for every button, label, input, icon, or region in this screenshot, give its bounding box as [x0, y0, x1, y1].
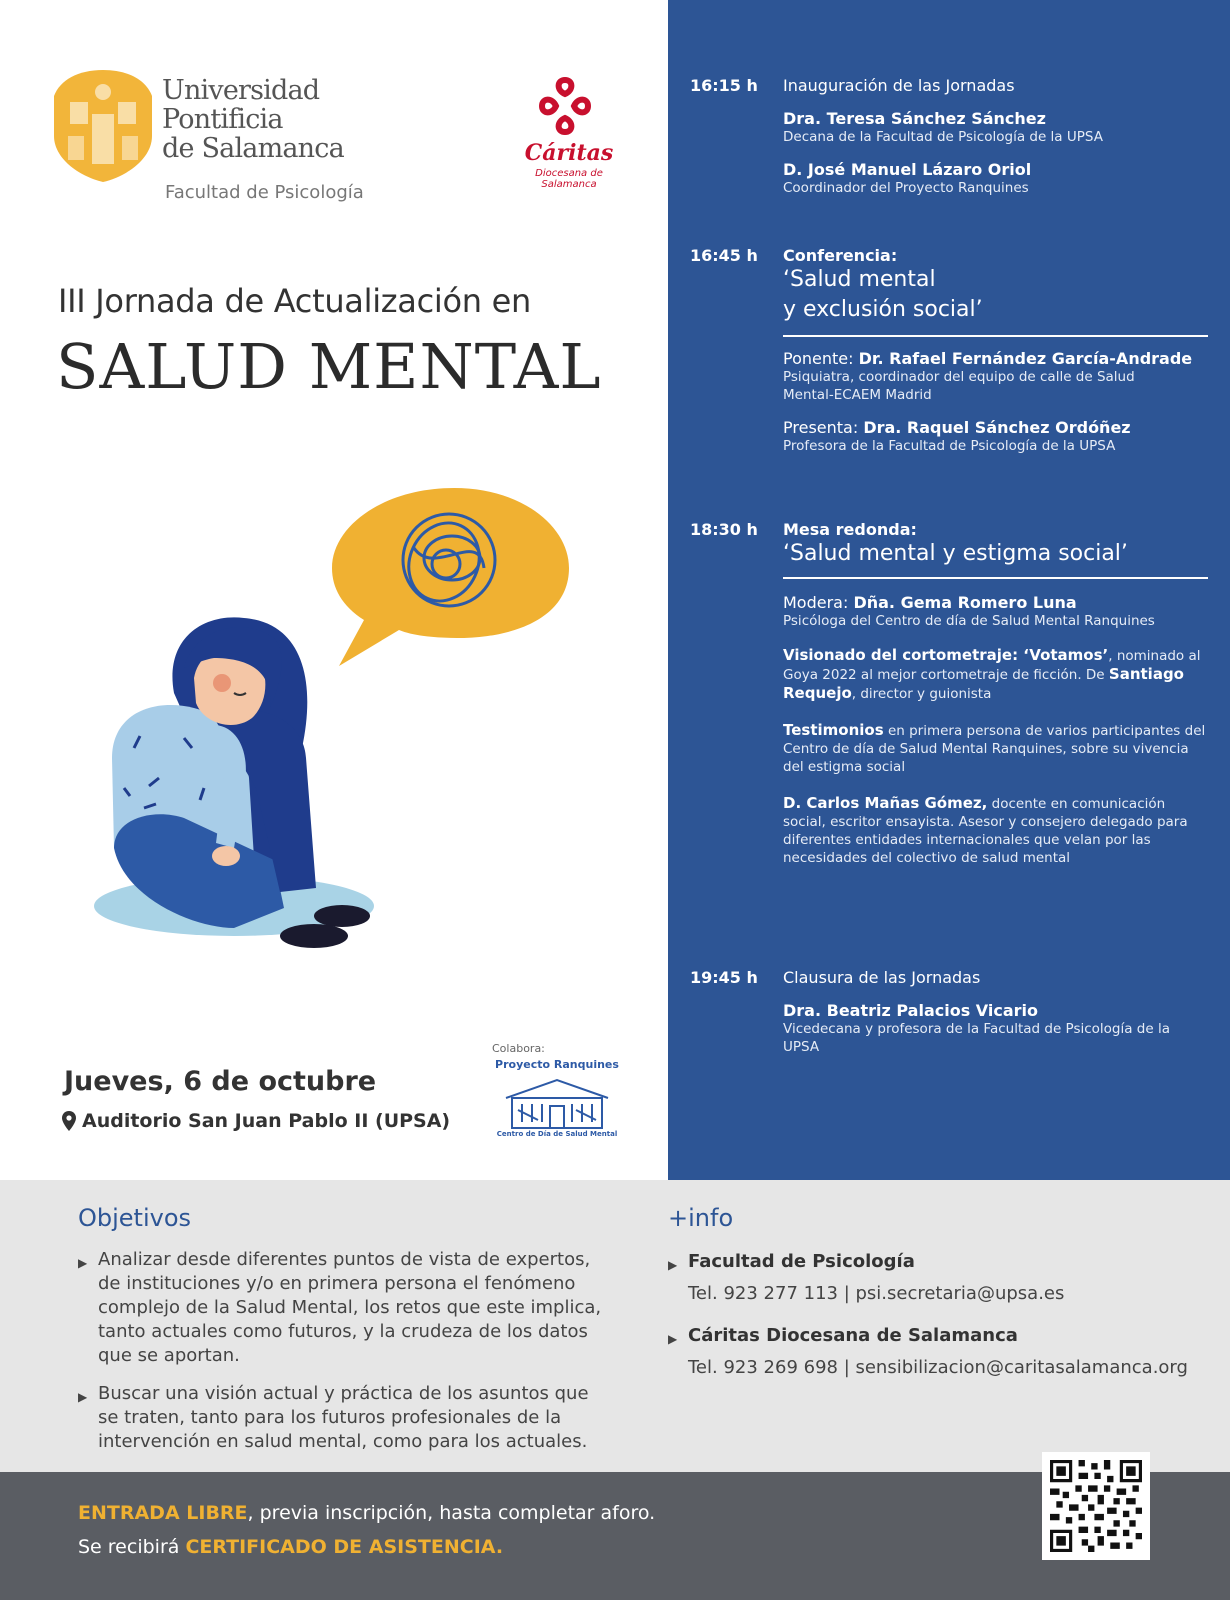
list-item — [78, 1382, 608, 1454]
ponente-name: Dr. Rafael Fernández García-Andrade — [858, 349, 1193, 368]
footer-line1 — [78, 1502, 655, 1524]
upsa-line1: Universidad — [162, 75, 320, 106]
carlos-paragraph — [783, 794, 1208, 867]
program-panel — [668, 0, 1230, 1180]
info-band — [0, 1180, 1230, 1472]
info-contact[interactable]: Tel. 923 277 113 | psi.secretaria@upsa.es — [688, 1283, 1065, 1304]
list-item — [78, 1248, 608, 1368]
block-title: ‘Salud mental y estigma social’ — [783, 541, 1128, 566]
info-org: Facultad de Psicología — [688, 1251, 915, 1272]
testimonios-text: en primera persona de varios participantes del Centro de día de Salud Mental Ranquines, sobre su vivencia del estigma social — [783, 723, 1206, 775]
visionado-text: , nominado al Goya 2022 al mejor cortometraje de ficción. De — [783, 648, 1201, 683]
bullet-arrow-icon: ▶ — [78, 1256, 88, 1270]
caritas-name: Cáritas — [524, 140, 614, 166]
upsa-faculty: Facultad de Psicología — [165, 182, 364, 203]
certificado: CERTIFICADO DE ASISTENCIA. — [185, 1536, 504, 1558]
sad-woman-illustration — [84, 488, 584, 988]
block-time: 16:45 h — [690, 246, 758, 265]
bullet-arrow-icon: ▶ — [668, 1332, 678, 1346]
divider — [783, 577, 1208, 579]
upsa-line3: de Salamanca — [162, 133, 344, 164]
ponente-role2: Mental-ECAEM Madrid — [783, 387, 932, 403]
ponente-role1: Psiquiatra, coordinador del equipo de calle de Salud — [783, 369, 1135, 385]
event-date: Jueves, 6 de octubre — [64, 1066, 377, 1097]
testimonios-bold: Testimonios — [783, 721, 884, 739]
modera-label: Modera: — [783, 593, 854, 612]
testimonios-paragraph — [783, 721, 1208, 776]
speaker-role: Coordinador del Proyecto Ranquines — [783, 180, 1029, 196]
presenta-label: Presenta: — [783, 418, 864, 437]
caritas-sub1: Diocesana de — [535, 168, 603, 179]
visionado-bold: Visionado del cortometraje: ‘Votamos’ — [783, 646, 1109, 664]
divider — [783, 335, 1208, 337]
ponente-label: Ponente: — [783, 349, 859, 368]
colabora-label: Colabora: — [492, 1042, 545, 1055]
block-time: 19:45 h — [690, 968, 758, 987]
block-content — [783, 520, 1208, 867]
entrada-libre: ENTRADA LIBRE — [78, 1502, 248, 1524]
visionado-text2: , director y guionista — [851, 686, 992, 702]
bullet-arrow-icon: ▶ — [668, 1258, 678, 1272]
modera-role: Psicóloga del Centro de día de Salud Mental Ranquines — [783, 613, 1155, 629]
caritas-sub2: Salamanca — [541, 179, 597, 190]
modera-name: Dña. Gema Romero Luna — [853, 593, 1077, 612]
presenta-name: Dra. Raquel Sánchez Ordóñez — [863, 418, 1131, 437]
upsa-name — [162, 76, 344, 163]
caritas-cross-logo — [538, 76, 592, 136]
block-content — [783, 76, 1208, 197]
block-content — [783, 246, 1208, 455]
block-label: Conferencia: — [783, 246, 898, 265]
visionado-director: Santiago Requejo — [783, 665, 1184, 702]
objetivo-text: Buscar una visión actual y práctica de los asuntos que se traten, tanto para los futuros profesionales de la intervención en salud mental, como para los actuales. — [98, 1383, 589, 1452]
block-title: Clausura de las Jornadas — [783, 968, 981, 987]
modera-line — [783, 593, 1208, 612]
info-list — [668, 1250, 1208, 1398]
visionado-paragraph — [783, 646, 1208, 703]
list-item — [668, 1324, 1208, 1380]
speaker-name: D. José Manuel Lázaro Oriol — [783, 160, 1032, 179]
carlos-bold: D. Carlos Mañas Gómez, — [783, 794, 988, 812]
footer-line2 — [78, 1536, 503, 1558]
upsa-line2: Pontificia — [162, 104, 283, 135]
event-venue — [62, 1110, 450, 1132]
block-label: Mesa redonda: — [783, 520, 917, 539]
ponente-line — [783, 349, 1208, 368]
upsa-crest-logo — [48, 66, 158, 184]
presenta-role: Profesora de la Facultad de Psicología de la UPSA — [783, 438, 1116, 454]
location-pin-icon — [62, 1111, 76, 1131]
speaker-name: Dra. Beatriz Palacios Vicario — [783, 1001, 1039, 1020]
list-item — [668, 1250, 1208, 1306]
speaker-role: Decana de la Facultad de Psicología de la UPSA — [783, 129, 1103, 145]
caritas-sub — [510, 168, 628, 190]
footer-text1: , previa inscripción, hasta completar aforo. — [247, 1502, 656, 1524]
event-title-line1: III Jornada de Actualización en — [58, 282, 531, 320]
carlos-text: docente en comunicación social, escritor ensayista. Asesor y consejero delegado para diferentes entidades internacionales que velan por las necesidades del colectivo de salud mental — [783, 796, 1188, 866]
ranquines-house-logo — [488, 1056, 626, 1138]
qr-code-icon — [1050, 1460, 1142, 1552]
objetivo-text: Analizar desde diferentes puntos de vista de expertos, de instituciones y/o en primera persona el fenómeno complejo de la Salud Mental, los retos que este implica, tanto actuales como futuros, y la crudeza de los datos que se aportan. — [98, 1249, 602, 1366]
qr-code[interactable] — [1042, 1452, 1150, 1560]
presenta-line — [783, 418, 1208, 437]
objetivos-title: Objetivos — [78, 1204, 192, 1232]
block-title: Inauguración de las Jornadas — [783, 76, 1015, 95]
event-title-line2: SALUD MENTAL — [56, 330, 602, 403]
objetivos-list — [78, 1248, 608, 1468]
footer-text2: Se recibirá — [78, 1536, 186, 1558]
block-title-line2: y exclusión social’ — [783, 297, 983, 322]
block-content — [783, 968, 1208, 1056]
left-panel — [0, 0, 668, 1180]
block-title-line1: ‘Salud mental — [783, 267, 936, 292]
venue-text: Auditorio San Juan Pablo II (UPSA) — [82, 1110, 451, 1132]
info-title: +info — [668, 1204, 734, 1232]
ranquines-name: Proyecto Ranquines — [495, 1058, 619, 1071]
block-time: 18:30 h — [690, 520, 758, 539]
info-org: Cáritas Diocesana de Salamanca — [688, 1325, 1018, 1346]
speaker-role: Vicedecana y profesora de la Facultad de Psicología de la UPSA — [783, 1021, 1170, 1055]
block-time: 16:15 h — [690, 76, 758, 95]
ranquines-sub: Centro de Día de Salud Mental — [496, 1130, 618, 1138]
speaker-name: Dra. Teresa Sánchez Sánchez — [783, 109, 1046, 128]
info-contact[interactable]: Tel. 923 269 698 | sensibilizacion@caritasalamanca.org — [688, 1357, 1188, 1378]
bullet-arrow-icon: ▶ — [78, 1390, 88, 1404]
